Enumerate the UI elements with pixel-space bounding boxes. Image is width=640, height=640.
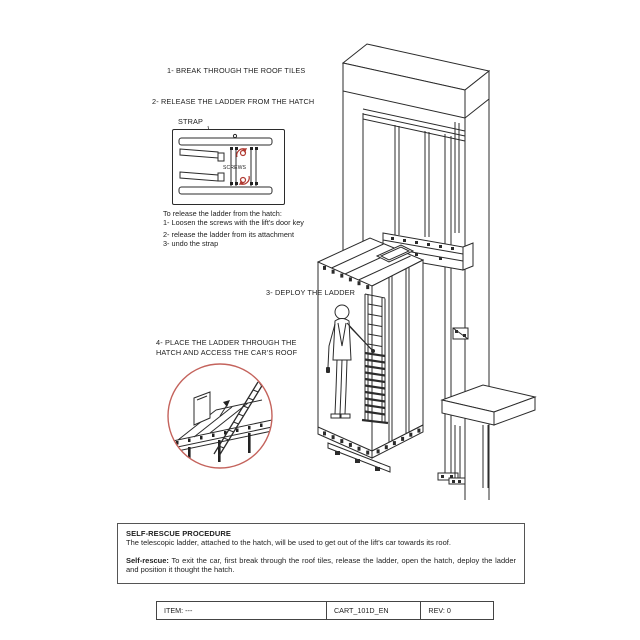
procedure-title: SELF-RESCUE PROCEDURE — [126, 529, 232, 538]
release-instructions — [163, 209, 304, 248]
hatch-detail-box — [172, 129, 285, 205]
step4-line1: 4- PLACE THE LADDER THROUGH THE — [156, 338, 297, 347]
step4-label — [156, 338, 297, 357]
procedure-line1: The telescopic ladder, attached to the hatch, will be used to get out of the lift's car towards its roof. — [126, 538, 451, 547]
step2-label: 2- RELEASE THE LADDER FROM THE HATCH — [152, 97, 315, 106]
lift-isometric-drawing — [295, 30, 565, 500]
self-rescue-procedure-box — [117, 523, 525, 584]
release-item-2: 2- release the ladder from its attachment — [163, 229, 295, 239]
procedure-para2-rest: To exit the car, first break through the roof tiles, release the ladder, open the hatch, deploy the ladder and position it thought the hatch. — [126, 555, 516, 574]
ladder-through-hatch — [214, 377, 265, 456]
procedure-para2 — [126, 556, 516, 575]
procedure-para2-lead: Self-rescue: — [126, 555, 169, 565]
hatch-detail-drawing — [173, 130, 284, 204]
strap-label: STRAP — [178, 117, 204, 126]
step1-label: 1- BREAK THROUGH THE ROOF TILES — [167, 66, 306, 75]
rev-cell: REV: 0 — [420, 602, 493, 619]
release-intro: To release the ladder from the hatch: — [163, 209, 282, 218]
screws-label: SCREWS — [223, 165, 247, 171]
title-block-table — [156, 601, 494, 620]
doc-code-cell: CART_101D_EN — [326, 602, 420, 619]
release-item-3: 3- undo the strap — [163, 238, 219, 248]
roof-hatch-detail-circle — [164, 360, 276, 472]
item-cell: ITEM: --- — [164, 606, 193, 615]
step4-line2: HATCH AND ACCESS THE CAR'S ROOF — [156, 347, 298, 357]
rail-bracket — [453, 328, 468, 339]
step3-label: 3- DEPLOY THE LADDER — [266, 288, 356, 297]
release-item-1: 1- Loosen the screws with the lift's door key — [163, 218, 304, 228]
